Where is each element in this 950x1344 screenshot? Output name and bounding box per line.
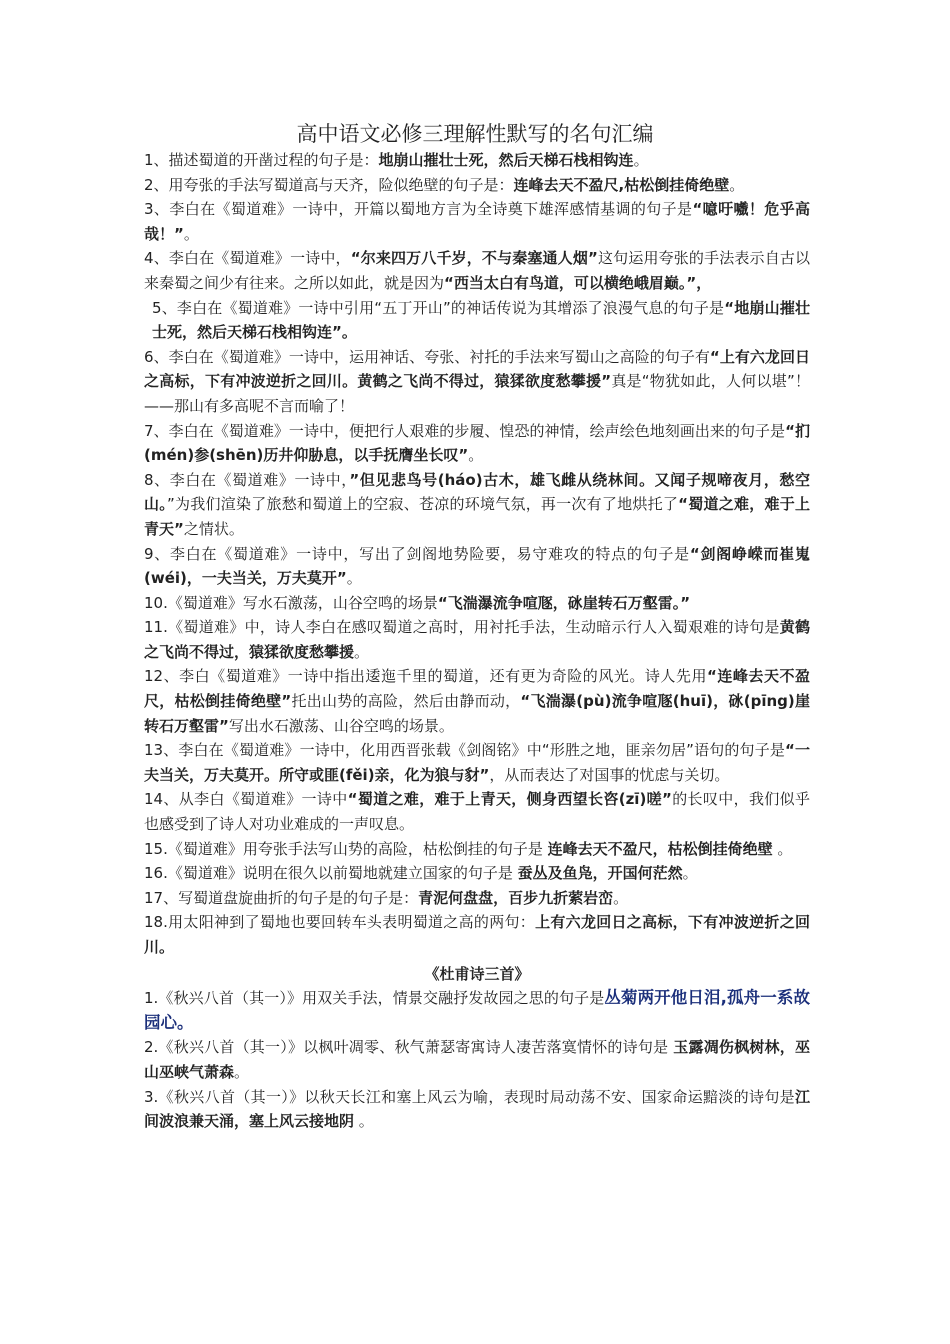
question-text: 15.《蜀道难》用夸张手法写山势的高险，枯松倒挂的句子是 — [144, 839, 548, 858]
answer-text: 江间波浪兼天涌，塞上风云接地阴 — [144, 1087, 810, 1131]
question-text: 3.《秋兴八首（其一）》以秋天长江和塞上风云为喻，表现时局动荡不安、国家命运黯淡的诗句是 — [144, 1087, 795, 1106]
answer-text: “蜀道之难，难于上青天，侧身西望长咨(zī)嗟” — [347, 790, 672, 809]
question-text: 真是“物犹如此，人何以堪”！——那山有多高呢不言而喻了！ — [144, 372, 810, 415]
list-item — [144, 1085, 810, 1134]
dufu-list — [144, 986, 810, 1134]
question-text: 1、描述蜀道的开凿过程的句子是： — [144, 151, 379, 169]
list-item — [144, 664, 810, 738]
question-text: 。 — [613, 888, 629, 907]
question-text: 2、用夸张的手法写蜀道高与天齐，险似绝壁的句子是： — [144, 175, 514, 194]
question-text: 9、李白在《蜀道难》一诗中，写出了剑阁地势险要，易守难攻的特点的句子是 — [144, 544, 690, 563]
list-item — [144, 542, 810, 591]
list-item — [144, 173, 810, 198]
question-text: 10.《蜀道难》写水石激荡，山谷空鸣的场景 — [144, 593, 438, 612]
list-item — [144, 837, 810, 862]
question-text: 14、从李白《蜀道难》一诗中 — [144, 790, 348, 809]
question-text: 的长叹中，我们似乎也感受到了诗人对功业难成的一声叹息。 — [144, 790, 810, 834]
list-item — [144, 246, 810, 295]
list-item — [144, 910, 810, 959]
answer-text: 黄鹤之飞尚不得过，猿猱欲度愁攀援 — [144, 618, 810, 661]
list-item — [144, 1035, 810, 1084]
answer-text: 丛菊两开他日泪,孤舟一系故园心。 — [144, 988, 810, 1032]
question-text: 6、李白在《蜀道难》一诗中，运用神话、夸张、衬托的手法来写蜀山之高险的句子有 — [144, 347, 710, 366]
answer-text: “连峰去天不盈尺，枯松倒挂倚绝壁” — [144, 667, 811, 711]
question-text: 。 — [234, 1062, 250, 1081]
list-item — [144, 296, 810, 345]
question-text: 。 — [468, 446, 484, 465]
answer-text: “飞湍瀑流争喧豗，砯崖转石万壑雷。” — [437, 593, 691, 612]
question-text: 。 — [682, 864, 698, 883]
question-text: 1.《秋兴八首（其一）》用双关手法，情景交融抒发故园之思的句子是 — [144, 989, 605, 1008]
list-item — [144, 787, 810, 836]
list-item — [144, 419, 810, 468]
answer-text: “上有六龙回日之高标，下有冲波逆折之回川。黄鹤之飞尚不得过，猿猱欲度愁攀援” — [144, 347, 810, 391]
question-text: 11.《蜀道难》中，诗人李白在感叹蜀道之高时，用衬托手法，生动暗示行人入蜀艰难的诗句是 — [144, 618, 780, 637]
question-text: 。 — [729, 175, 745, 194]
document-body — [144, 148, 810, 1134]
question-text: 。 — [633, 151, 649, 169]
answer-text: “一夫当关，万夫莫开。所守或匪(fěi)亲，化为狼与豺” — [144, 741, 811, 784]
question-text: ”为我们渲染了旅愁和蜀道上的空寂、苍凉的环境气氛，再一次有了地烘托了 — [167, 495, 679, 514]
answer-text: “剑阁峥嵘而崔嵬(wéi)，一夫当关，万夫莫开” — [144, 544, 810, 588]
list-item — [144, 861, 810, 886]
question-text: 3、李白在《蜀道难》一诗中，开篇以蜀地方言为全诗奠下雄浑感情基调的句子是 — [144, 200, 693, 219]
answer-text: 玉露凋伤枫树林，巫山巫峡气萧森 — [144, 1038, 810, 1081]
list-item — [144, 886, 810, 911]
question-text: 。 — [772, 839, 793, 858]
list-item — [144, 591, 810, 616]
question-text: 。 — [346, 569, 362, 588]
question-text: 8、李白在《蜀道难》一诗中， — [144, 470, 350, 489]
answer-text: 青泥何盘盘，百步九折萦岩峦 — [418, 888, 614, 907]
answer-text: “地崩山摧壮士死，然后天梯石栈相钩连”。 — [152, 298, 811, 342]
question-text: 16.《蜀道难》说明在很久以前蜀地就建立国家的句子是 — [144, 864, 518, 883]
list-item — [144, 345, 810, 419]
answer-text: “扪(mén)参(shēn)历井仰胁息，以手抚膺坐长叹” — [144, 421, 810, 465]
question-text: 。 — [354, 642, 370, 661]
question-text: 之情状。 — [183, 519, 244, 538]
answer-text: 连峰去天不盈尺,枯松倒挂倚绝壁 — [513, 175, 730, 194]
list-item — [144, 468, 810, 542]
question-text: 写出水石激荡、山谷空鸣的场景。 — [228, 716, 454, 735]
question-text: ，从而表达了对国事的忧虑与关切。 — [489, 765, 730, 784]
question-text: 这句运用夸张的手法表示自古以来秦蜀之间少有往来。之所以如此，就是因为 — [144, 249, 810, 292]
list-item — [144, 197, 810, 246]
answer-text: 蚕丛及鱼凫，开国何茫然 — [517, 864, 683, 883]
question-text: 。 — [354, 1112, 374, 1131]
question-text: 17、写蜀道盘旋曲折的句子是的句子是： — [144, 888, 419, 907]
answer-text: ”但见悲鸟号(háo)古木，雄飞雌从绕林间。又闻子规啼夜月，愁空山。 — [144, 470, 811, 514]
question-text: 12、李白《蜀道难》一诗中指出逶迤千里的蜀道，还有更为奇险的风光。诗人先用 — [144, 667, 707, 686]
answer-text: 连峰去天不盈尺，枯松倒挂倚绝壁 — [547, 839, 773, 858]
question-text: 4、李白在《蜀道难》一诗中， — [144, 249, 351, 268]
shudao-list — [144, 148, 810, 960]
answer-text: “西当太白有鸟道，可以横绝峨眉巅。”， — [444, 273, 712, 292]
list-item — [144, 986, 810, 1035]
answer-text: 地崩山摧壮士死，然后天梯石栈相钩连 — [378, 151, 634, 169]
list-item — [144, 615, 810, 664]
answer-text: “尔来四万八千岁，不与秦塞通人烟” — [350, 249, 598, 268]
question-text: 13、李白在《蜀道难》一诗中，化用西晋张载《剑阁铭》中“形胜之地，匪亲勿居”语句的句子是 — [144, 741, 785, 760]
answer-text: “蜀道之难，难于上青天” — [144, 495, 810, 538]
question-text: 。 — [183, 224, 199, 243]
list-item — [144, 738, 810, 787]
answer-text: “飞湍瀑(pù)流争喧豗(huī)，砯(pīng)崖转石万壑雷” — [144, 692, 811, 735]
question-text: 托出山势的高险，然后由静而动， — [291, 692, 521, 711]
answer-text: “噫吁嚱！危乎高哉！” — [144, 200, 810, 243]
question-text: 2.《秋兴八首（其一）》以枫叶凋零、秋气萧瑟寄寓诗人凄苦落寞情怀的诗句是 — [144, 1038, 674, 1057]
page-title: 高中语文必修三理解性默写的名句汇编 — [296, 122, 654, 146]
question-text: 18.用太阳神到了蜀地也要回转车头表明蜀道之高的两句： — [144, 913, 536, 932]
question-text: 5、李白在《蜀道难》一诗中引用“五丁开山”的神话传说为其增添了浪漫气息的句子是 — [152, 298, 725, 317]
section-heading: 《杜甫诗三首》 — [424, 964, 530, 983]
question-text: 7、李白在《蜀道难》一诗中，便把行人艰难的步履、惶恐的神情，绘声绘色地刻画出来的句子是 — [144, 421, 786, 440]
list-item — [144, 148, 810, 173]
answer-text: 上有六龙回日之高标，下有冲波逆折之回川。 — [144, 913, 810, 956]
